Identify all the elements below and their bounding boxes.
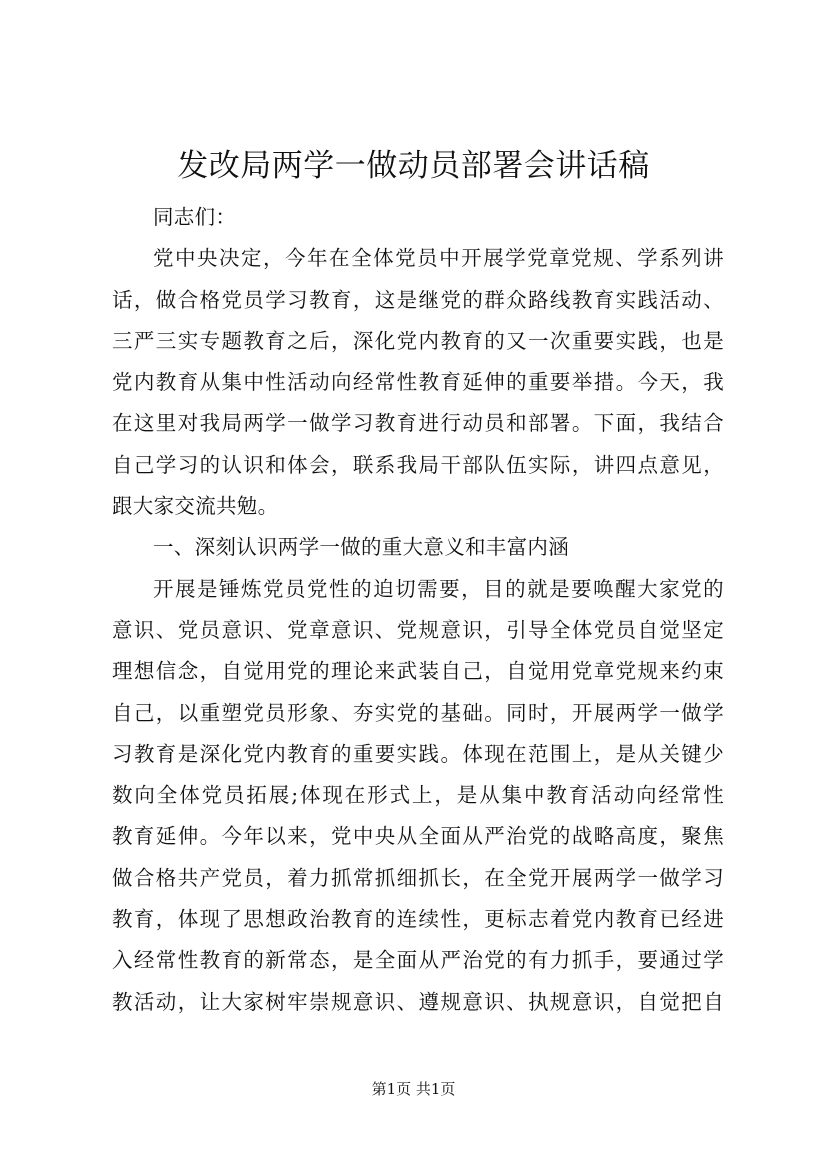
section-heading: 一、深刻认识两学一做的重大意义和丰富内涵 — [153, 535, 569, 560]
body-line: 习教育是深化党内教育的重要实践。体现在范围上，是从关键少 — [112, 741, 724, 766]
body-line: 理想信念，自觉用党的理论来武装自己，自觉用党章党规来约束 — [112, 659, 724, 684]
body-line: 做合格共产党员，着力抓常抓细抓长，在全党开展两学一做学习 — [112, 865, 724, 890]
body-line: 在这里对我局两学一做学习教育进行动员和部署。下面，我结合 — [112, 411, 724, 436]
body-line: 话，做合格党员学习教育，这是继党的群众路线教育实践活动、 — [112, 287, 724, 312]
body-line: 数向全体党员拓展;体现在形式上，是从集中教育活动向经常性 — [112, 783, 724, 808]
salutation-line: 同志们： — [153, 205, 237, 229]
body-line: 跟大家交流共勉。 — [112, 494, 279, 519]
body-line: 教活动，让大家树牢崇规意识、遵规意识、执规意识，自觉把自 — [112, 989, 724, 1014]
body-line: 开展是锤炼党员党性的迫切需要，目的就是要唤醒大家党的 — [153, 576, 724, 601]
body-line: 教育，体现了思想政治教育的连续性，更标志着党内教育已经进 — [112, 907, 724, 932]
body-line: 自己学习的认识和体会，联系我局干部队伍实际，讲四点意见， — [112, 452, 724, 477]
body-line: 三严三实专题教育之后，深化党内教育的又一次重要实践，也是 — [112, 328, 724, 353]
page-number-footer: 第1页 共1页 — [371, 1080, 456, 1098]
body-line: 党中央决定，今年在全体党员中开展学党章党规、学系列讲 — [153, 246, 724, 271]
document-title: 发改局两学一做动员部署会讲话稿 — [177, 148, 650, 184]
document-body — [112, 197, 724, 1023]
body-line: 自己，以重塑党员形象、夯实党的基础。同时，开展两学一做学 — [112, 700, 724, 725]
body-line: 入经常性教育的新常态，是全面从严治党的有力抓手，要通过学 — [112, 948, 724, 973]
body-line: 教育延伸。今年以来，党中央从全面从严治党的战略高度，聚焦 — [112, 824, 724, 849]
body-line: 意识、党员意识、党章意识、党规意识，引导全体党员自觉坚定 — [112, 617, 724, 642]
body-line: 党内教育从集中性活动向经常性教育延伸的重要举措。今天，我 — [112, 370, 724, 395]
